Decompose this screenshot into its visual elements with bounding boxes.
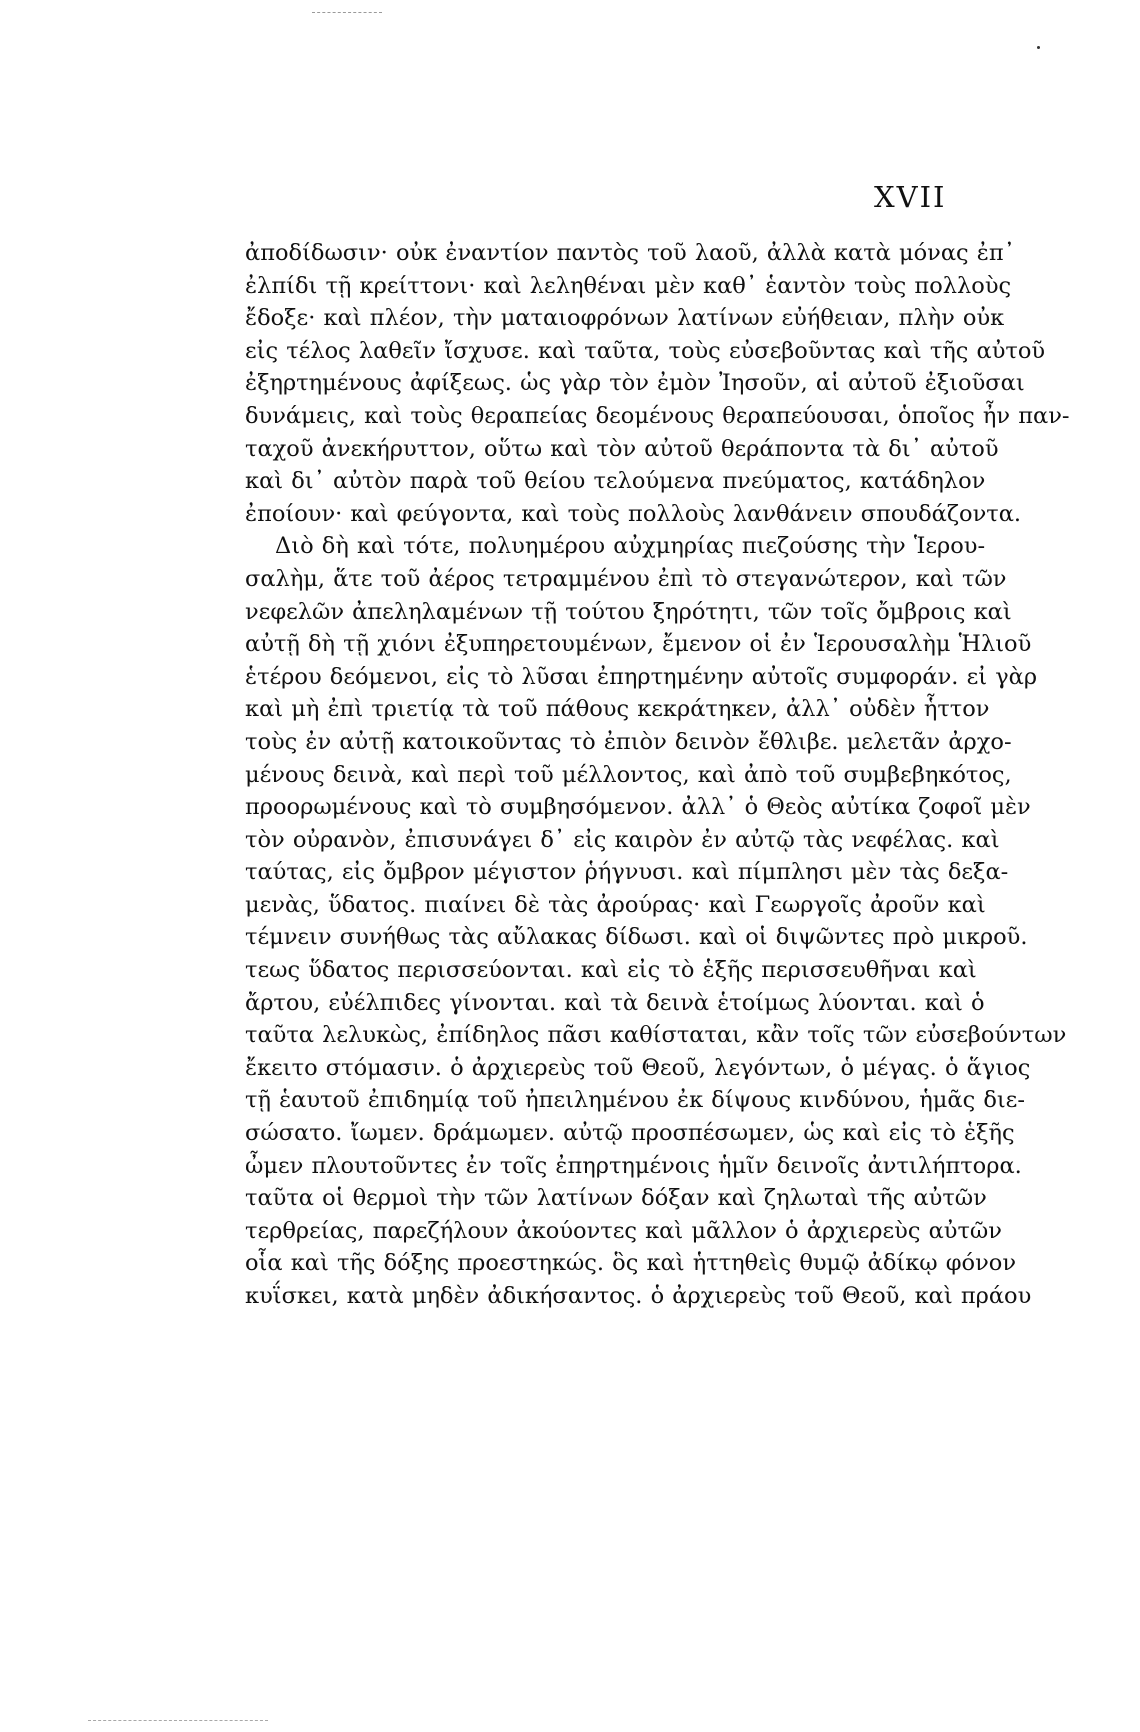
text-line: νεφελῶν ἀπεληλαμένων τῇ τούτου ξηρότητι, τῶν τοῖς ὄμβροις καὶ xyxy=(245,598,1012,625)
text-line: οἷα καὶ τῆς δόξης προεστηκώς. ὃς καὶ ἡττηθεὶς θυμῷ ἀδίκῳ φόνον xyxy=(245,1250,1017,1277)
text-line: τέμνειν συνήθως τὰς αὔλακας δίδωσι. καὶ οἱ διψῶντες πρὸ μικροῦ. xyxy=(245,924,1028,951)
text-line: ἑτέρου δεόμενοι, εἰς τὸ λῦσαι ἐπηρτημένην αὐτοῖς συμφοράν. εἰ γὰρ xyxy=(245,663,1038,690)
text-line: τῇ ἑαυτοῦ ἐπιδημίᾳ τοῦ ἠπειλημένου ἐκ δίψους κινδύνου, ἡμᾶς διε- xyxy=(245,1087,1025,1114)
text-line: ἐλπίδι τῇ κρείττονι· καὶ λεληθέναι μὲν καθ᾿ ἑαντὸν τοὺς πολλοὺς xyxy=(245,272,1012,299)
page-number: XVII xyxy=(874,180,947,214)
text-line: τοὺς ἐν αὐτῇ κατοικοῦντας τὸ ἐπιὸν δεινὸν ἔθλιβε. μελετᾶν ἀρχο- xyxy=(245,728,1012,755)
text-line: ἔδοξε· καὶ πλέον, τὴν ματαιοφρόνων λατίνων εὐήθειαν, πλὴν οὐκ xyxy=(245,305,1005,332)
text-line: ταῦτα οἱ θερμοὶ τὴν τῶν λατίνων δόξαν καὶ ζηλωταὶ τῆς αὐτῶν xyxy=(245,1185,987,1212)
text-line: ἀποδίδωσιν· οὐκ ἐναντίον παντὸς τοῦ λαοῦ, ἀλλὰ κατὰ μόνας ἐπ᾿ xyxy=(245,240,1015,266)
text-line: καὶ μὴ ἐπὶ τριετίᾳ τὰ τοῦ πάθους κεκράτηκεν, ἀλλ᾿ οὐδὲν ἧττον xyxy=(245,696,990,723)
text-line: τεως ὕδατος περισσεύονται. καὶ εἰς τὸ ἑξῆς περισσευθῆναι καὶ xyxy=(245,957,977,984)
paragraph-end-line: ἐποίουν· καὶ φεύγοντα, καὶ τοὺς πολλοὺς λανθάνειν σπουδάζοντα. xyxy=(245,500,1022,527)
text-line: ταῦτα λελυκὼς, ἐπίδηλος πᾶσι καθίσταται, κἂν τοῖς τῶν εὐσεβούντων xyxy=(245,1022,1067,1049)
text-line: ἄρτου, εὐέλπιδες γίνονται. καὶ τὰ δεινὰ ἑτοίμως λύονται. καὶ ὁ xyxy=(245,989,985,1016)
text-line: μένους δεινὰ, καὶ περὶ τοῦ μέλλοντος, καὶ ἀπὸ τοῦ συμβεβηκότος, xyxy=(245,761,1012,788)
text-line: δυνάμεις, καὶ τοὺς θεραπείας δεομένους θεραπεύουσαι, ὁποῖος ἦν παν- xyxy=(245,402,1070,429)
text-line: ταχοῦ ἀνεκήρυττον, οὕτω καὶ τὸν αὐτοῦ θεράποντα τὰ δι᾿ αὐτοῦ xyxy=(245,435,999,462)
text-line: ἐξηρτημένους ἀφίξεως. ὡς γὰρ τὸν ἐμὸν Ἰησοῦν, αἱ αὐτοῦ ἐξιοῦσαι xyxy=(245,370,1025,397)
text-line: ταύτας, εἰς ὄμβρον μέγιστον ῥήγνυσι. καὶ πίμπλησι μὲν τὰς δεξα- xyxy=(245,859,1009,886)
bottom-edge-mark xyxy=(88,1720,268,1721)
text-line: καὶ δι᾿ αὐτὸν παρὰ τοῦ θείου τελούμενα πνεύματος, κατάδηλον xyxy=(245,468,986,495)
text-line: κυΐσκει, κατὰ μηδὲν ἀδικήσαντος. ὁ ἀρχιερεὺς τοῦ Θεοῦ, καὶ πράου xyxy=(245,1283,1032,1309)
text-line: μενὰς, ὕδατος. πιαίνει δὲ τὰς ἀρούρας· καὶ Γεωργοῖς ἀροῦν καὶ xyxy=(245,891,986,918)
text-line: τὸν οὐρανὸν, ἐπισυνάγει δ᾿ εἰς καιρὸν ἐν αὐτῷ τὰς νεφέλας. καὶ xyxy=(245,826,1000,853)
ink-dot xyxy=(1037,46,1040,49)
text-line: αὐτῇ δὴ τῇ χιόνι ἐξυπηρετουμένων, ἔμενον οἱ ἐν Ἱερουσαλὴμ Ἡλιοῦ xyxy=(245,631,1032,658)
text-line: τερθρείας, παρεζήλουν ἀκούοντες καὶ μᾶλλον ὁ ἀρχιερεὺς αὐτῶν xyxy=(245,1217,1002,1244)
text-line: ἔκειτο στόμασιν. ὁ ἀρχιερεὺς τοῦ Θεοῦ, λεγόντων, ὁ μέγας. ὁ ἅγιος xyxy=(245,1054,1031,1081)
body-text xyxy=(245,237,1070,1313)
text-line: ὦμεν πλουτοῦντες ἐν τοῖς ἐπηρτημένοις ἡμῖν δεινοῖς ἀντιλήπτορα. xyxy=(245,1152,1022,1179)
top-edge-mark xyxy=(312,12,382,13)
paragraph-start-line: Διὸ δὴ καὶ τότε, πολυημέρου αὐχμηρίας πιεζούσης τὴν Ἱερου- xyxy=(275,533,986,560)
text-line: εἰς τέλος λαθεῖν ἴσχυσε. καὶ ταῦτα, τοὺς εὐσεβοῦντας καὶ τῆς αὐτοῦ xyxy=(245,337,1046,364)
text-line: σαλὴμ, ἅτε τοῦ ἀέρος τετραμμένου ἐπὶ τὸ στεγανώτερον, καὶ τῶν xyxy=(245,565,1007,592)
text-line: προορωμένους καὶ τὸ συμβησόμενον. ἀλλ᾿ ὁ Θεὸς αὐτίκα ζοφοῖ μὲν xyxy=(245,794,1031,821)
text-line: σώσατο. ἴωμεν. δράμωμεν. αὐτῷ προσπέσωμεν, ὡς καὶ εἰς τὸ ἑξῆς xyxy=(245,1120,1015,1147)
